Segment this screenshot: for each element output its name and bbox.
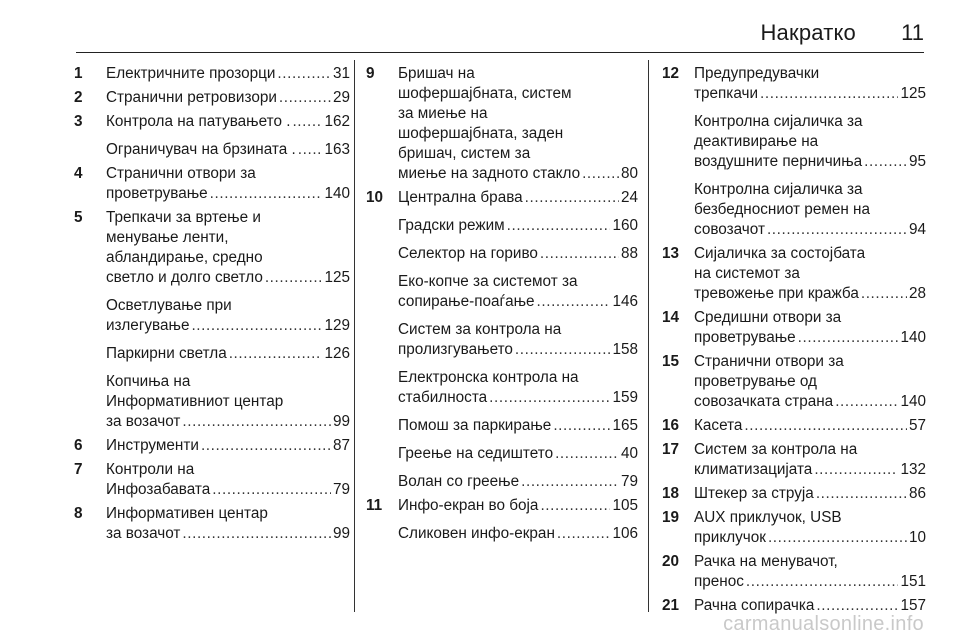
toc-item-text: Волан со греење <box>398 473 520 490</box>
toc-item-page: 79 <box>620 473 638 490</box>
toc-item[interactable] <box>106 140 350 160</box>
entry-number: 3 <box>74 113 83 130</box>
toc-item-text: Средишни отвори за <box>694 309 842 326</box>
dot-leader <box>540 244 619 264</box>
toc-item[interactable] <box>398 472 638 492</box>
entry-number: 14 <box>662 309 680 326</box>
toc-item-text: Касета <box>694 417 743 434</box>
toc-item-page: 151 <box>900 573 926 590</box>
dot-leader <box>537 292 611 312</box>
toc-item[interactable] <box>106 372 350 432</box>
toc-item-page: 132 <box>900 461 926 478</box>
toc-item-text: проветрување од <box>694 373 817 390</box>
entry-number: 9 <box>366 65 375 82</box>
toc-item-page: 10 <box>908 529 926 546</box>
dot-leader <box>279 88 331 108</box>
toc-item-text: Еко-копче за системот за <box>398 273 578 290</box>
toc-entry <box>74 164 350 204</box>
dot-leader <box>557 524 611 544</box>
toc-item-text: Инфозабавата <box>106 481 211 498</box>
toc-entry <box>662 352 926 412</box>
toc-item-text: Ограничувач на брзината . <box>106 141 296 158</box>
toc-item-text: менување ленти, <box>106 229 229 246</box>
toc-item-text: проветрување <box>694 329 796 346</box>
toc-item-text: Контролна сијаличка за <box>694 181 863 198</box>
page-number: 11 <box>901 20 924 45</box>
toc-item-text: тревожење при кражба <box>694 285 859 302</box>
toc-item[interactable] <box>398 64 638 184</box>
toc-item-page: 80 <box>620 165 638 182</box>
toc-item-text: пролизгувањето <box>398 341 513 358</box>
entry-number: 6 <box>74 437 83 454</box>
toc-item[interactable] <box>106 504 350 544</box>
toc-item-text: Контрола на патувањето . <box>106 113 291 130</box>
toc-item[interactable] <box>398 272 638 312</box>
toc-item[interactable] <box>106 64 350 84</box>
toc-entry <box>662 484 926 504</box>
toc-item-text: за возачот <box>106 525 181 542</box>
dot-leader <box>265 268 323 288</box>
toc-item[interactable] <box>106 88 350 108</box>
toc-item-text: миење на задното стакло <box>398 165 581 182</box>
toc-item-text: Систем за контрола на <box>398 321 562 338</box>
dot-leader <box>540 496 610 516</box>
toc-item[interactable] <box>694 308 926 348</box>
toc-item-page: 87 <box>332 437 350 454</box>
dot-leader <box>182 524 331 544</box>
entry-number: 18 <box>662 485 680 502</box>
toc-item-text: Информативен центар <box>106 505 268 522</box>
toc-item-text: Помош за паркирање <box>398 417 552 434</box>
dot-leader <box>210 184 323 204</box>
toc-item-page: 28 <box>908 285 926 302</box>
entry-number: 7 <box>74 461 83 478</box>
toc-item-text: Странични ретровизори <box>106 89 277 106</box>
toc-item-text: Контроли на <box>106 461 195 478</box>
toc-item-text: Електронска контрола на <box>398 369 579 386</box>
entry-number: 4 <box>74 165 83 182</box>
toc-item-page: 57 <box>908 417 926 434</box>
toc-item-page: 95 <box>908 153 926 170</box>
toc-item-text: за возачот <box>106 413 181 430</box>
dot-leader <box>182 412 331 432</box>
dot-leader <box>515 340 611 360</box>
toc-item-text: приклучок <box>694 529 766 546</box>
toc-item[interactable] <box>694 64 926 104</box>
dot-leader <box>767 220 907 240</box>
toc-item-text: Систем за контрола на <box>694 441 858 458</box>
toc-item-page: 29 <box>332 89 350 106</box>
dot-leader <box>746 572 899 592</box>
toc-item[interactable] <box>694 440 926 480</box>
toc-entry <box>74 460 350 500</box>
toc-item-text: безбедносниот ремен на <box>694 201 871 218</box>
toc-item[interactable] <box>398 524 638 544</box>
dot-leader <box>760 84 898 104</box>
toc-item-page: 126 <box>324 345 350 362</box>
toc-item-text: совозачот <box>694 221 765 238</box>
entry-number: 15 <box>662 353 680 370</box>
header-rule <box>76 52 924 53</box>
dot-leader <box>768 528 907 548</box>
dot-leader <box>744 416 907 436</box>
toc-item-text: Сликовен инфо-екран <box>398 525 555 542</box>
toc-item[interactable] <box>694 552 926 592</box>
dot-leader <box>489 388 610 408</box>
toc-item-page: 140 <box>900 393 926 410</box>
dot-leader <box>816 484 907 504</box>
dot-leader <box>521 472 619 492</box>
toc-item-page: 105 <box>612 497 638 514</box>
toc-item-text: Сијаличка за состојбата <box>694 245 866 262</box>
toc-item-text: шофершајбната, заден <box>398 125 564 142</box>
toc-item-text: Трепкачи за вртење и <box>106 209 261 226</box>
toc-column-1 <box>74 64 350 548</box>
toc-item-page: 24 <box>620 189 638 206</box>
toc-item-text: Рачна сопирачка <box>694 597 815 614</box>
dot-leader <box>277 64 331 84</box>
toc-item-page: 146 <box>612 293 638 310</box>
toc-entry <box>662 416 926 436</box>
toc-item[interactable] <box>106 208 350 288</box>
toc-entry <box>74 504 350 544</box>
entry-number: 10 <box>366 189 384 206</box>
entry-number: 5 <box>74 209 83 226</box>
toc-item[interactable] <box>398 368 638 408</box>
toc-item-text: Селектор на гориво <box>398 245 538 262</box>
dot-leader <box>229 344 323 364</box>
toc-item[interactable] <box>694 244 926 304</box>
toc-item-page: 157 <box>900 597 926 614</box>
toc-item-text: Копчиња на <box>106 373 191 390</box>
toc-entry <box>74 64 350 84</box>
toc-item-text: Странични отвори за <box>106 165 256 182</box>
toc-item-text: Електричните прозорци <box>106 65 276 82</box>
toc-item-text: Информативниот центар <box>106 393 284 410</box>
toc-item[interactable] <box>106 296 350 336</box>
toc-item-text: излегување <box>106 317 190 334</box>
toc-item-page: 163 <box>324 141 350 158</box>
toc-item-text: Предупредувачки <box>694 65 820 82</box>
toc-item[interactable] <box>694 416 926 436</box>
toc-item-page: 88 <box>620 245 638 262</box>
toc-item[interactable] <box>694 508 926 548</box>
toc-item[interactable] <box>398 320 638 360</box>
dot-leader <box>507 216 611 236</box>
toc-item-page: 86 <box>908 485 926 502</box>
toc-entry <box>74 88 350 108</box>
entry-number: 19 <box>662 509 680 526</box>
toc-item-text: Градски режим <box>398 217 505 234</box>
toc-item-text: деактивирање на <box>694 133 819 150</box>
toc-item-page: 129 <box>324 317 350 334</box>
dot-leader <box>835 392 898 412</box>
toc-entry <box>662 552 926 592</box>
dot-leader <box>582 164 619 184</box>
toc-item-page: 79 <box>332 481 350 498</box>
dot-leader <box>191 316 322 336</box>
toc-item-text: воздушните перничиња <box>694 153 863 170</box>
toc-item[interactable] <box>398 496 638 516</box>
toc-item-text: за миење на <box>398 105 488 122</box>
toc-item-text: Осветлување при <box>106 297 232 314</box>
toc-item-text: Централна брава <box>398 189 523 206</box>
dot-leader <box>212 480 331 500</box>
entry-number: 1 <box>74 65 83 82</box>
toc-item[interactable] <box>398 244 638 264</box>
toc-item-page: 40 <box>620 445 638 462</box>
toc-entry <box>74 112 350 160</box>
toc-item-page: 31 <box>332 65 350 82</box>
toc-item-text: сопирање-поаѓање <box>398 293 535 310</box>
entry-number: 16 <box>662 417 680 434</box>
dot-leader <box>814 460 898 480</box>
dot-leader <box>861 284 907 304</box>
entry-number: 13 <box>662 245 680 262</box>
toc-item-text: Инструменти <box>106 437 199 454</box>
toc-item[interactable] <box>106 164 350 204</box>
toc-entry <box>74 436 350 456</box>
toc-item[interactable] <box>694 112 926 172</box>
toc-item-page: 162 <box>324 113 350 130</box>
entry-number: 17 <box>662 441 680 458</box>
toc-entry <box>662 244 926 304</box>
toc-item-page: 159 <box>612 389 638 406</box>
toc-entry <box>662 508 926 548</box>
dot-leader <box>555 444 619 464</box>
column-divider-1 <box>354 60 355 612</box>
toc-item[interactable] <box>106 112 350 132</box>
entry-number: 20 <box>662 553 680 570</box>
dot-leader <box>298 140 323 160</box>
page-header <box>0 0 960 46</box>
column-divider-2 <box>648 60 649 612</box>
toc-item[interactable] <box>106 460 350 500</box>
toc-item[interactable] <box>694 352 926 412</box>
toc-item-text: Греење на седиштето <box>398 445 554 462</box>
toc-item[interactable] <box>398 416 638 436</box>
toc-item[interactable] <box>398 444 638 464</box>
dot-leader <box>525 188 619 208</box>
toc-item-page: 125 <box>324 269 350 286</box>
toc-item-page: 140 <box>324 185 350 202</box>
entry-number: 11 <box>366 497 383 514</box>
toc-item[interactable] <box>694 484 926 504</box>
toc-item-page: 106 <box>612 525 638 542</box>
toc-item-text: Паркирни светла <box>106 345 227 362</box>
toc-item-text: Странични отвори за <box>694 353 844 370</box>
page-title: Накратко <box>760 20 856 45</box>
toc-item-text: шофершајбната, систем <box>398 85 572 102</box>
toc-item-page: 99 <box>332 413 350 430</box>
toc-item-text: климатизацијата <box>694 461 813 478</box>
toc-item-text: стабилноста <box>398 389 488 406</box>
entry-number: 21 <box>662 597 680 614</box>
entry-number: 12 <box>662 65 680 82</box>
toc-item-text: совозачката страна <box>694 393 834 410</box>
toc-item[interactable] <box>106 436 350 456</box>
entry-number: 2 <box>74 89 83 106</box>
toc-item-text: AUX приклучок, USB <box>694 509 842 526</box>
toc-item-text: на системот за <box>694 265 800 282</box>
toc-item-text: бришач, систем за <box>398 145 531 162</box>
toc-item-page: 158 <box>612 341 638 358</box>
toc-column-3 <box>662 64 926 620</box>
toc-item-text: абландирање, средно <box>106 249 263 266</box>
toc-item-text: Рачка на менувачот, <box>694 553 838 570</box>
toc-item-text: пренос <box>694 573 744 590</box>
toc-item-text: Бришач на <box>398 65 475 82</box>
toc-entry <box>662 308 926 348</box>
dot-leader <box>864 152 907 172</box>
toc-item-page: 125 <box>900 85 926 102</box>
toc-item[interactable] <box>106 344 350 364</box>
toc-item-text: трепкачи <box>694 85 759 102</box>
toc-item-page: 160 <box>612 217 638 234</box>
toc-item-text: Контролна сијаличка за <box>694 113 863 130</box>
toc-item-page: 165 <box>612 417 638 434</box>
toc-entry <box>366 188 638 492</box>
toc-item[interactable] <box>398 188 638 208</box>
dot-leader <box>292 112 322 132</box>
toc-item-text: проветрување <box>106 185 208 202</box>
dot-leader <box>201 436 331 456</box>
dot-leader <box>553 416 610 436</box>
entry-number: 8 <box>74 505 83 522</box>
toc-item-text: Инфо-екран во боја <box>398 497 539 514</box>
toc-item-page: 140 <box>900 329 926 346</box>
toc-item[interactable] <box>398 216 638 236</box>
toc-item-page: 99 <box>332 525 350 542</box>
toc-item[interactable] <box>694 180 926 240</box>
toc-entry <box>366 496 638 544</box>
toc-entry <box>662 440 926 480</box>
dot-leader <box>798 328 899 348</box>
toc-item-text: Штекер за струја <box>694 485 814 502</box>
toc-entry <box>366 64 638 184</box>
toc-column-2 <box>366 64 638 548</box>
toc-item-text: светло и долго светло <box>106 269 263 286</box>
watermark: carmanualsonline.info <box>723 613 924 635</box>
toc-item-page: 94 <box>908 221 926 238</box>
toc-entry <box>662 64 926 240</box>
toc-entry <box>74 208 350 432</box>
